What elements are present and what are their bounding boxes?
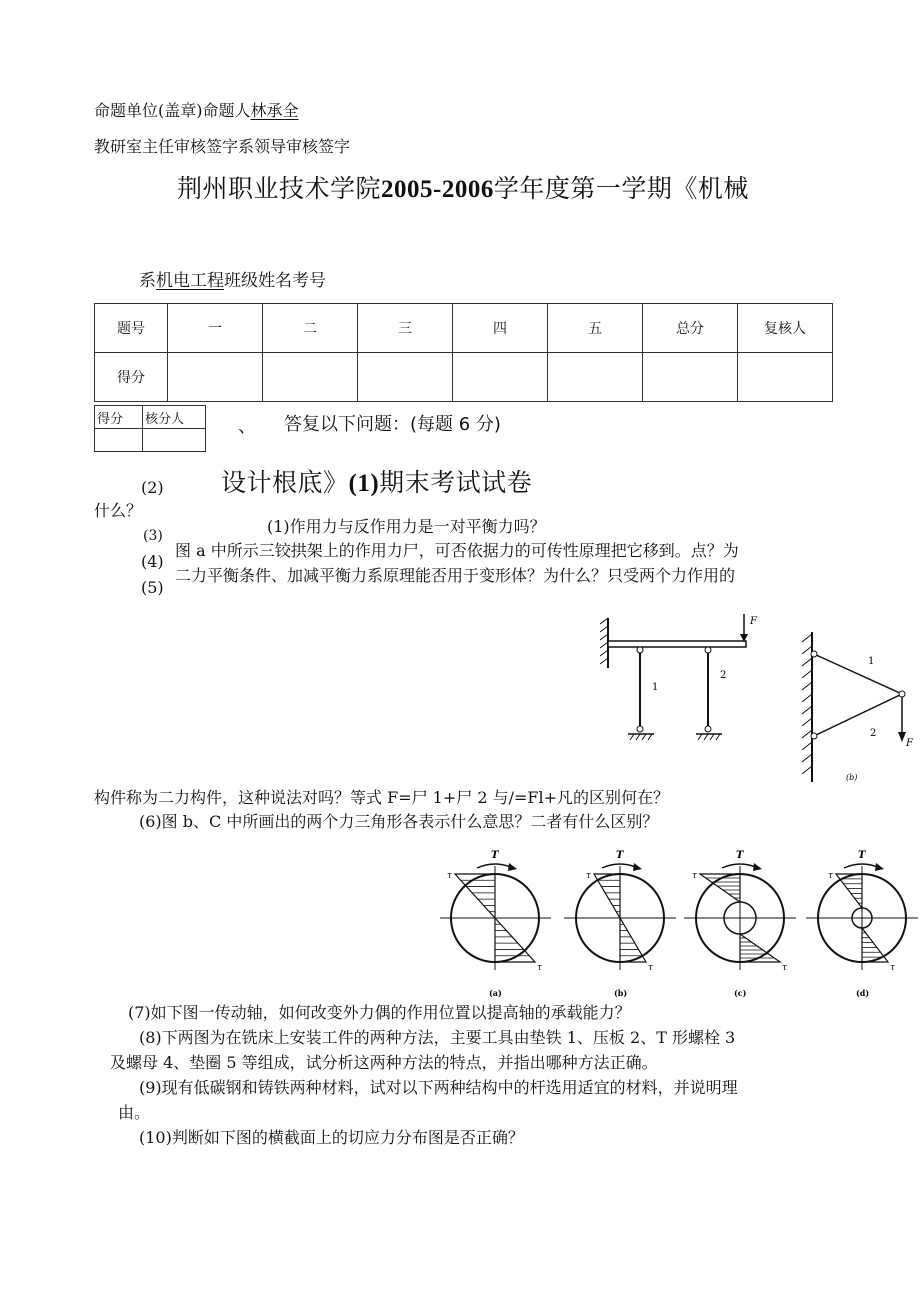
grader-name-cell: [143, 429, 206, 452]
tau-label: τ: [537, 963, 542, 973]
score-cell-4: [453, 353, 548, 402]
tau-label: τ: [447, 871, 452, 881]
pin: [637, 726, 643, 732]
pin: [811, 733, 817, 739]
torque-label: T: [736, 850, 744, 861]
question-8-line-1: (8)下两图为在铣床上安装工件的两种方法，主要工具由垫铁 1、压板 2、T 形螺栓 3: [139, 1028, 736, 1047]
table-row: [95, 406, 206, 429]
torque-label: T: [491, 850, 499, 861]
table-cell: 一: [168, 304, 263, 353]
header-line-1: [94, 101, 299, 121]
table-cell: 四: [453, 304, 548, 353]
force-label: F: [750, 616, 757, 627]
header-unit-label: 命题单位(盖章)命题人: [94, 101, 251, 120]
question-8-line-2: 及螺母 4、垫圈 5 等组成，试分析这两种方法的特点，并指出哪种方法正确。: [110, 1053, 658, 1072]
title-paper-number: (1): [348, 470, 380, 497]
question-number-5: (5): [141, 578, 164, 597]
title-school: 荆州职业技术学院: [177, 174, 382, 203]
student-fields: 班级姓名考号: [224, 271, 326, 291]
title-year: 2005-2006: [381, 176, 494, 203]
table-cell: 三: [358, 304, 453, 353]
question-number-2: (2): [141, 478, 164, 497]
table-row: [95, 304, 833, 353]
figure-caption: (b): [846, 773, 858, 782]
header-line-2: 教研室主任审核签字系领导审核签字: [94, 137, 351, 156]
tau-label: τ: [692, 871, 697, 881]
bar-2: [814, 694, 902, 736]
question-number-4: (4): [141, 552, 164, 571]
torque-label: T: [858, 850, 866, 861]
wall-hatch: [802, 634, 812, 774]
dept-name: 机电工程: [156, 271, 224, 291]
table-cell: 二: [263, 304, 358, 353]
table-cell: 总分: [643, 304, 738, 353]
wall-hatch: [600, 618, 608, 664]
pin: [637, 647, 643, 653]
section-mark: 、: [238, 416, 256, 437]
truss-figure-b: [796, 632, 916, 787]
pin: [705, 647, 711, 653]
tau-label: τ: [586, 871, 591, 881]
table-cell: 题号: [95, 304, 168, 353]
text-fragment: 什么？: [94, 501, 143, 520]
dept-label: 系: [139, 271, 156, 291]
table-cell: 得分: [95, 406, 143, 429]
figure-caption: (b): [614, 988, 628, 998]
beam: [608, 641, 746, 647]
torque-arrowhead: [753, 863, 762, 871]
question-text-c: 构件称为二力构件，这种说法对吗？等式 F=尸 1+尸 2 与/=Fl+凡的区别何在？: [94, 788, 670, 807]
force-label: F: [906, 738, 913, 749]
pin: [811, 651, 817, 657]
title-exam-type: 期末考试试卷: [379, 468, 533, 497]
score-cell-total: [643, 353, 738, 402]
bar-1: [814, 654, 902, 694]
bar-label: 2: [870, 728, 877, 739]
score-table: [94, 303, 833, 402]
question-9-line-1: (9)现有低碳钢和铸铁两种材料，试对以下两种结构中的杆选用适宜的材料，并说明理: [139, 1078, 738, 1097]
tau-label: τ: [890, 963, 895, 973]
section-heading: 答复以下问题：(每题 6 分): [284, 414, 501, 435]
tau-label: τ: [828, 871, 833, 881]
student-info-line: [139, 271, 326, 291]
author-name: 林承全: [250, 101, 299, 120]
figure-caption: (c): [734, 988, 747, 998]
table-cell: 得分: [95, 353, 168, 402]
question-9-line-2: 由。: [118, 1103, 151, 1122]
question-text-a: 图 a 中所示三铰拱架上的作用力尸，可否依据力的可传性原理把它移到。点？为: [175, 541, 739, 560]
title-term: 学年度第一学期《机械: [493, 174, 749, 203]
torque-arrowhead: [875, 863, 884, 871]
bar-label: 2: [720, 670, 727, 681]
table-row: [95, 429, 206, 452]
score-cell-1: [168, 353, 263, 402]
score-cell-reviewer: [738, 353, 833, 402]
title-course: 设计根底》: [221, 468, 349, 497]
question-7: (7)如下图一传动轴，如何改变外力偶的作用位置以提高轴的承载能力？: [128, 1003, 631, 1022]
question-6: (6)图 b、C 中所画出的两个力三角形各表示什么意思？二者有什么区别？: [139, 812, 659, 831]
ground-hatch: [630, 734, 720, 740]
tau-label: τ: [782, 963, 787, 973]
figure-caption: (d): [856, 988, 870, 998]
grader-score-cell: [95, 429, 143, 452]
table-row: [95, 353, 833, 402]
table-cell: 复核人: [738, 304, 833, 353]
question-text-b: 二力平衡条件、加减平衡力系原理能否用于变形体？为什么？只受两个力作用的: [175, 566, 736, 585]
torque-arrowhead: [508, 863, 517, 871]
truss-figure-a: [596, 610, 766, 745]
question-10: (10)判断如下图的横截面上的切应力分布图是否正确？: [139, 1128, 524, 1147]
score-cell-3: [358, 353, 453, 402]
exam-title-cont: [221, 467, 532, 500]
pin: [705, 726, 711, 732]
grader-table: [94, 405, 206, 452]
figure-caption: (a): [489, 988, 502, 998]
score-cell-5: [548, 353, 643, 402]
bar-label: 1: [652, 682, 659, 693]
table-cell: 核分人: [143, 406, 206, 429]
table-cell: 五: [548, 304, 643, 353]
shear-stress-figure: [440, 848, 918, 1003]
bar-label: 1: [868, 656, 875, 667]
torque-label: T: [616, 850, 624, 861]
tau-label: τ: [648, 963, 653, 973]
exam-title: [177, 173, 749, 206]
torque-arrowhead: [633, 863, 642, 871]
score-cell-2: [263, 353, 358, 402]
pin: [899, 691, 905, 697]
question-1: (1)作用力与反作用力是一对平衡力吗？: [267, 517, 546, 536]
question-number-3: (3): [143, 528, 163, 544]
force-arrowhead: [898, 732, 906, 742]
